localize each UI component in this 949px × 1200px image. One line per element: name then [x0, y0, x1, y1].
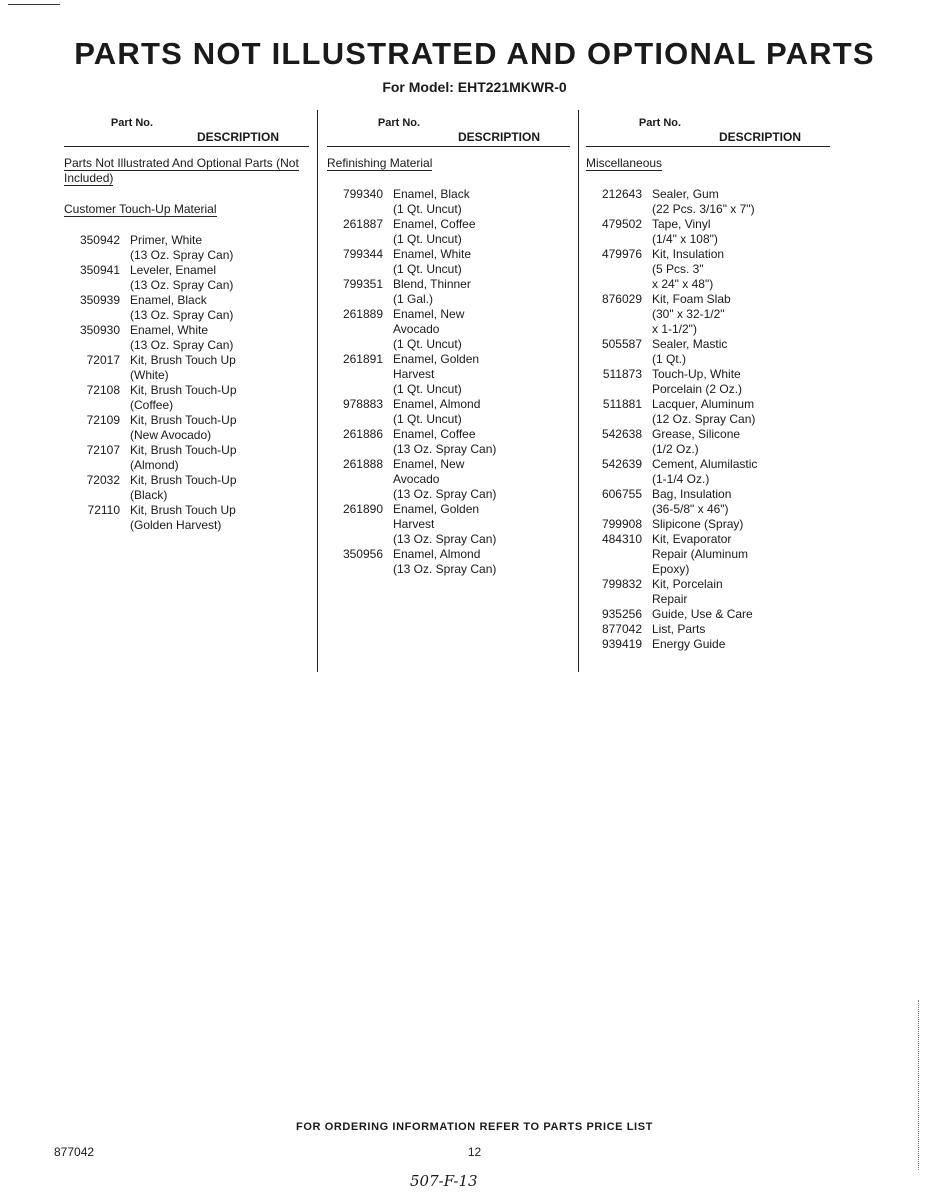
- part-row: [586, 397, 830, 427]
- description-line: Enamel, White: [130, 323, 209, 337]
- part-row: [64, 263, 309, 293]
- description-line: Kit, Brush Touch-Up: [130, 473, 237, 487]
- part-number: 799351: [342, 277, 383, 291]
- handwritten-note: 507-F-13: [410, 1172, 478, 1190]
- part-number: 479976: [601, 247, 642, 261]
- description-line: Touch-Up, White: [652, 367, 741, 381]
- part-row: [327, 427, 570, 457]
- part-number: 350941: [79, 263, 120, 277]
- description-line: Kit, Evaporator: [652, 532, 732, 546]
- part-description: [642, 487, 731, 517]
- part-number: 72032: [86, 473, 120, 487]
- description-line: Blend, Thinner: [393, 277, 471, 291]
- part-number: 212643: [601, 187, 642, 201]
- part-row: [327, 457, 570, 502]
- description-line: Slipicone (Spray): [652, 517, 744, 531]
- description-line: (Coffee): [130, 398, 174, 412]
- part-row: [327, 307, 570, 352]
- part-description: [383, 187, 470, 217]
- part-row: [327, 547, 570, 577]
- description-line: (1 Gal.): [393, 292, 434, 306]
- part-description: [120, 443, 237, 473]
- description-line: Enamel, Almond: [393, 547, 481, 561]
- description-line: x 1-1/2"): [652, 322, 697, 336]
- part-row: [586, 487, 830, 517]
- description-line: Kit, Porcelain: [652, 577, 723, 591]
- parts-column-1: [64, 112, 309, 533]
- part-number: 935256: [601, 607, 642, 621]
- description-line: (30" x 32-1/2": [652, 307, 725, 321]
- part-description: [383, 547, 496, 577]
- part-number: 350956: [342, 547, 383, 561]
- part-number: 606755: [601, 487, 642, 501]
- description-line: Kit, Brush Touch-Up: [130, 413, 237, 427]
- description-line: Enamel, New: [393, 457, 465, 471]
- description-line: Guide, Use & Care: [652, 607, 753, 621]
- part-number: 261889: [342, 307, 383, 321]
- part-row: [64, 293, 309, 323]
- description-line: Kit, Brush Touch-Up: [130, 383, 237, 397]
- description-line: (36-5/8" x 46"): [652, 502, 729, 516]
- description-header: DESCRIPTION: [458, 130, 541, 144]
- part-row: [586, 517, 830, 532]
- part-row: [586, 427, 830, 457]
- part-number: 72110: [87, 503, 120, 517]
- part-description: [642, 187, 755, 217]
- description-line: Lacquer, Aluminum: [652, 397, 755, 411]
- part-number: 261888: [342, 457, 383, 471]
- part-number: 261887: [342, 217, 383, 231]
- part-row: [586, 637, 830, 652]
- description-line: Kit, Brush Touch-Up: [130, 443, 237, 457]
- model-subtitle: For Model: EHT221MKWR-0: [382, 79, 567, 95]
- description-line: (1 Qt. Uncut): [393, 382, 462, 396]
- part-description: [383, 397, 480, 427]
- column-divider: [578, 110, 579, 672]
- description-line: (1 Qt. Uncut): [393, 412, 462, 426]
- description-line: (13 Oz. Spray Can): [393, 532, 497, 546]
- description-line: (13 Oz. Spray Can): [130, 248, 234, 262]
- part-number: 350939: [79, 293, 120, 307]
- column-sections: [64, 156, 309, 533]
- part-number: 511873: [602, 367, 642, 381]
- part-number: 72108: [86, 383, 120, 397]
- part-description: [383, 502, 496, 547]
- description-line: Enamel, Black: [393, 187, 470, 201]
- part-row: [586, 337, 830, 367]
- description-line: Avocado: [393, 472, 440, 486]
- section-title-text: Customer Touch-Up Material: [64, 202, 217, 216]
- description-line: Kit, Brush Touch Up: [130, 503, 236, 517]
- part-row: [586, 217, 830, 247]
- part-row: [327, 352, 570, 397]
- description-line: (1 Qt.): [652, 352, 687, 366]
- part-description: [642, 637, 725, 652]
- description-line: Enamel, Golden: [393, 352, 480, 366]
- description-line: (1/4" x 108"): [652, 232, 718, 246]
- description-line: Enamel, Coffee: [393, 427, 476, 441]
- page-title: PARTS NOT ILLUSTRATED AND OPTIONAL PARTS: [74, 36, 875, 71]
- part-row: [586, 367, 830, 397]
- description-line: (New Avocado): [130, 428, 212, 442]
- part-row: [327, 502, 570, 547]
- document-number: 877042: [54, 1145, 95, 1159]
- description-line: (Black): [130, 488, 168, 502]
- description-line: (13 Oz. Spray Can): [393, 562, 497, 576]
- description-line: Avocado: [393, 322, 440, 336]
- part-number: 72109: [86, 413, 120, 427]
- description-header: DESCRIPTION: [197, 130, 280, 144]
- description-line: Repair (Aluminum: [652, 547, 749, 561]
- part-number: 511881: [602, 397, 642, 411]
- description-line: Bag, Insulation: [652, 487, 732, 501]
- corner-mark: [8, 4, 60, 6]
- part-number: 799908: [601, 517, 642, 531]
- description-line: (Almond): [130, 458, 179, 472]
- part-description: [642, 397, 755, 427]
- part-row: [327, 397, 570, 427]
- ordering-note: FOR ORDERING INFORMATION REFER TO PARTS PRICE LIST: [296, 1121, 653, 1133]
- description-line: Leveler, Enamel: [130, 263, 217, 277]
- description-line: Sealer, Mastic: [652, 337, 728, 351]
- description-line: Grease, Silicone: [652, 427, 741, 441]
- page-number: 12: [467, 1145, 482, 1159]
- part-description: [642, 217, 718, 247]
- description-line: Porcelain (2 Oz.): [652, 382, 743, 396]
- header-rule: [327, 146, 570, 147]
- part-number: 261891: [342, 352, 383, 366]
- part-row: [586, 607, 830, 622]
- part-row: [327, 277, 570, 307]
- description-line: Kit, Brush Touch Up: [130, 353, 236, 367]
- part-number: 479502: [601, 217, 642, 231]
- part-row: [327, 247, 570, 277]
- part-description: [642, 517, 743, 532]
- part-number: 261886: [342, 427, 383, 441]
- part-row: [64, 233, 309, 263]
- description-line: (1/2 Oz.): [652, 442, 699, 456]
- header-rule: [586, 146, 830, 147]
- description-line: (13 Oz. Spray Can): [393, 442, 497, 456]
- section-title: [327, 156, 570, 171]
- description-line: Enamel, Coffee: [393, 217, 476, 231]
- part-row: [327, 187, 570, 217]
- part-description: [383, 217, 476, 247]
- part-description: [642, 622, 705, 637]
- part-description: [383, 307, 464, 352]
- part-number: 72017: [86, 353, 120, 367]
- description-header: DESCRIPTION: [719, 130, 802, 144]
- description-line: Tape, Vinyl: [652, 217, 711, 231]
- part-description: [383, 352, 479, 397]
- section-title-text: Refinishing Material: [327, 156, 433, 170]
- part-number: 799340: [342, 187, 383, 201]
- description-line: Cement, Alumilastic: [652, 457, 758, 471]
- description-line: (Golden Harvest): [130, 518, 222, 532]
- part-row: [586, 292, 830, 337]
- description-line: (22 Pcs. 3/16" x 7"): [652, 202, 755, 216]
- part-description: [120, 233, 233, 263]
- part-description: [642, 607, 753, 622]
- part-row: [64, 443, 309, 473]
- part-row: [64, 503, 309, 533]
- description-line: x 24" x 48"): [652, 277, 714, 291]
- description-line: Harvest: [393, 367, 435, 381]
- part-description: [642, 427, 740, 457]
- part-description: [120, 383, 237, 413]
- section-title-text: Parts Not Illustrated And Optional Parts (Not Included): [64, 156, 299, 185]
- part-number: 877042: [601, 622, 642, 636]
- description-line: (5 Pcs. 3": [652, 262, 704, 276]
- part-row: [586, 577, 830, 607]
- part-description: [120, 353, 236, 383]
- description-line: Enamel, Almond: [393, 397, 481, 411]
- description-line: Epoxy): [652, 562, 690, 576]
- description-line: (13 Oz. Spray Can): [130, 308, 234, 322]
- section-title-text: Miscellaneous: [586, 156, 663, 170]
- part-row: [586, 457, 830, 487]
- description-line: (13 Oz. Spray Can): [393, 487, 497, 501]
- scan-edge-mark: [918, 1000, 921, 1170]
- part-number: 978883: [342, 397, 383, 411]
- description-line: Sealer, Gum: [652, 187, 719, 201]
- part-row: [586, 622, 830, 637]
- description-line: List, Parts: [652, 622, 706, 636]
- description-line: (12 Oz. Spray Can): [652, 412, 756, 426]
- part-description: [642, 367, 742, 397]
- part-description: [642, 247, 724, 292]
- part-description: [642, 532, 748, 577]
- part-description: [120, 503, 236, 533]
- column-header: [327, 112, 570, 148]
- description-line: (1 Qt. Uncut): [393, 232, 462, 246]
- column-header: [586, 112, 830, 148]
- column-sections: [327, 156, 570, 577]
- part-number: 939419: [601, 637, 642, 651]
- description-line: (1 Qt. Uncut): [393, 262, 462, 276]
- part-number: 799832: [601, 577, 642, 591]
- part-row: [64, 413, 309, 443]
- description-line: (13 Oz. Spray Can): [130, 278, 234, 292]
- header-rule: [64, 146, 309, 147]
- part-number: 542638: [601, 427, 642, 441]
- part-number: 261890: [342, 502, 383, 516]
- section-title: [586, 156, 830, 171]
- part-description: [120, 263, 233, 293]
- section-title: [64, 156, 309, 186]
- description-line: Enamel, New: [393, 307, 465, 321]
- part-no-header: Part No.: [638, 117, 682, 129]
- part-number: 350930: [79, 323, 120, 337]
- description-line: Harvest: [393, 517, 435, 531]
- description-line: Enamel, Golden: [393, 502, 480, 516]
- part-description: [383, 427, 496, 457]
- part-no-header: Part No.: [110, 117, 154, 129]
- parts-column-3: [586, 112, 830, 652]
- description-line: Repair: [652, 592, 688, 606]
- description-line: (1 Qt. Uncut): [393, 202, 462, 216]
- description-line: Energy Guide: [652, 637, 726, 651]
- column-divider: [317, 110, 318, 672]
- parts-column-2: [327, 112, 570, 577]
- description-line: Enamel, White: [393, 247, 472, 261]
- part-row: [64, 383, 309, 413]
- part-row: [586, 247, 830, 292]
- description-line: (13 Oz. Spray Can): [130, 338, 234, 352]
- part-description: [642, 292, 731, 337]
- part-description: [383, 277, 471, 307]
- column-sections: [586, 156, 830, 652]
- description-line: Kit, Foam Slab: [652, 292, 731, 306]
- part-description: [383, 457, 496, 502]
- part-number: 505587: [601, 337, 642, 351]
- description-line: Primer, White: [130, 233, 203, 247]
- part-number: 799344: [342, 247, 383, 261]
- part-row: [64, 353, 309, 383]
- description-line: (White): [130, 368, 169, 382]
- part-row: [586, 187, 830, 217]
- section-title: [64, 202, 309, 217]
- part-no-header: Part No.: [377, 117, 421, 129]
- description-line: Kit, Insulation: [652, 247, 725, 261]
- part-row: [327, 217, 570, 247]
- part-description: [120, 413, 237, 443]
- part-number: 484310: [601, 532, 642, 546]
- part-description: [120, 293, 233, 323]
- part-number: 542639: [601, 457, 642, 471]
- part-description: [642, 337, 727, 367]
- part-number: 72107: [86, 443, 120, 457]
- part-description: [642, 577, 723, 607]
- description-line: (1 Qt. Uncut): [393, 337, 462, 351]
- column-header: [64, 112, 309, 148]
- part-row: [586, 532, 830, 577]
- description-line: Enamel, Black: [130, 293, 207, 307]
- part-row: [64, 323, 309, 353]
- part-number: 876029: [601, 292, 642, 306]
- part-description: [120, 323, 233, 353]
- part-row: [64, 473, 309, 503]
- part-description: [642, 457, 757, 487]
- part-number: 350942: [79, 233, 120, 247]
- part-description: [383, 247, 471, 277]
- part-description: [120, 473, 237, 503]
- description-line: (1-1/4 Oz.): [652, 472, 710, 486]
